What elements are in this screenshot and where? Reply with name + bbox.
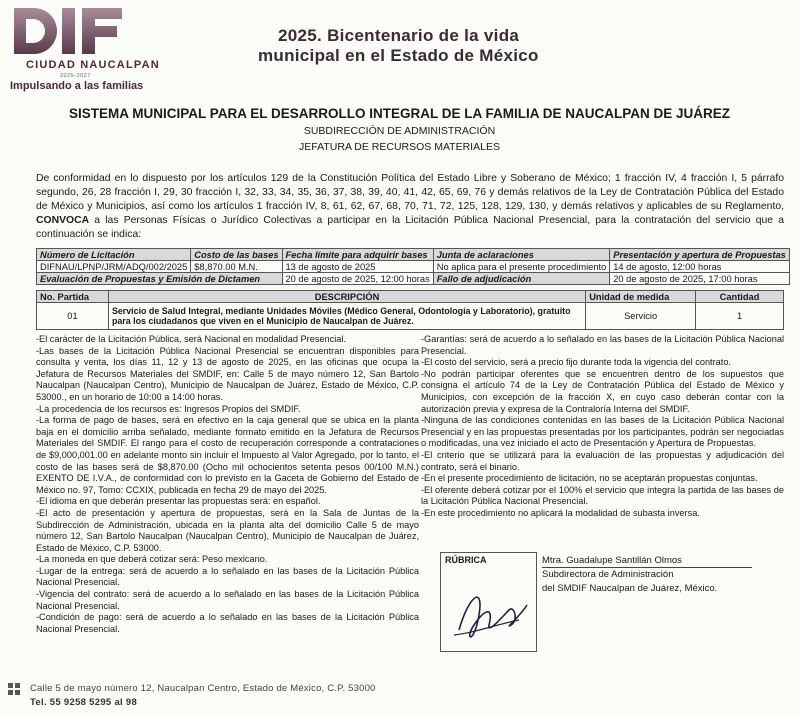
logo-years: 2025-2027	[60, 73, 91, 79]
value-numero-licitacion: DIFNAU/LPNP/JRM/ADQ/002/2025	[37, 261, 191, 273]
intro-text-1: De conformidad en lo dispuesto por los artículos 129 de la Constitución Política del Estado Libre y Soberano de México; 1 fracción IV, 4 fracción I, 5 párrafo segundo, 26, 28 fracción I, 29, 30 fracción I, 32, 33, 34, 35, 36, 37, 38, 39, 40, 41, 42, 65, 69, 76 y demás relativos de la Ley de Contratación Pública del Estado de México y Municipios, así como los artículos 1 fracción IV, 8, 61, 62, 67, 68, 70, 71, 72, 125, 128, 129, 130, y demás relativos y aplicables de su Reglamento,	[36, 173, 784, 212]
condition-item: -La moneda en que deberá cotizar será: Peso mexicano.	[36, 554, 268, 565]
condition-item: -El idioma en que deberán presentar las propuestas será: en español.	[36, 496, 321, 507]
row-cantidad: 1	[696, 303, 784, 330]
conditions-right-column	[421, 334, 784, 520]
header-costo-bases: Costo de las bases	[191, 249, 282, 261]
header-fallo: Fallo de adjudicación	[433, 273, 610, 285]
condition-item: -El acto de presentación y apertura de propuestas, será en la Sala de Juntas de la Subdirección de Administración, ubicada en la planta alta del domicilio Calle 5 de mayo número 12, San Bartolo Naucalpan (Naucalpan Centro), Municipio de Naucalpan de Juárez, Estado de México, C.P. 53000.	[36, 507, 419, 553]
bicentenario-line-2: municipal en el Estado de México	[258, 46, 539, 65]
subtitle-subdireccion: SUBDIRECCIÓN DE ADMINISTRACIÓN	[303, 125, 496, 137]
partidas-table	[36, 290, 784, 330]
condition-item: -El carácter de la Licitación Pública, será Nacional en modalidad Presencial.	[36, 334, 346, 344]
table-row	[37, 303, 784, 330]
conditions-left-column	[36, 334, 419, 635]
value-fecha-limite: 13 de agosto de 2025	[282, 261, 433, 273]
handwritten-signature	[449, 575, 529, 645]
condition-item: -El oferente deberá cotizar por el 100% el servicio que integra la partida de las bases de la Licitación Pública Nacional Presencial.	[421, 484, 784, 507]
condition-item: -Lugar de la entrega: será de acuerdo a lo señalado en las bases de la Licitación Pública Nacional Presencial.	[36, 565, 419, 588]
condition-item: -No podrán participar oferentes que se encuentren dentro de los supuestos que consigna el artículo 74 de la Ley de Contratación Pública del Estado de México y Municipios, con excepción de la fracción X, en cuyo caso deberán contar con la autorización previa y expresa de la Contraloría Interna del SMDIF.	[421, 368, 784, 414]
condition-item: -Condición de pago: será de acuerdo a lo señalado en las bases de la Licitación Pública Nacional Presencial.	[36, 612, 419, 634]
condition-item: -La procedencia de los recursos es: Ingresos Propios del SMDIF.	[36, 403, 301, 414]
header-cantidad: Cantidad	[696, 291, 784, 303]
header-partida: No. Partida	[37, 291, 109, 303]
row-unidad: Servicio	[586, 303, 696, 330]
row-descripcion: Servicio de Salud Integral, mediante Unidades Móviles (Médico General, Odontología y Laboratorio), gratuito para los ciudadanos que viven en el Municipio de Naucalpan de Juárez.	[108, 303, 585, 330]
location-icon	[8, 683, 20, 695]
logo-city: CIUDAD NAUCALPAN	[26, 59, 160, 71]
header-evaluacion: Evaluación de Propuestas y Emisión de Dictamen	[37, 273, 283, 285]
condition-item: -En este procedimiento no aplicará la modalidad de subasta inversa.	[421, 507, 700, 518]
header-unidad: Unidad de medida	[586, 291, 696, 303]
condition-item: -El criterio que se utilizará para la evaluación de las propuestas y adjudicación del contrato, será el binario.	[421, 449, 784, 472]
signature-box	[440, 552, 537, 652]
intro-convoca: CONVOCA	[36, 215, 90, 226]
value-costo-bases: $8,870.00 M.N.	[191, 261, 282, 273]
condition-item: -Ninguna de las condiciones contenidas en las bases de la Licitación Pública Nacional Presencial y en las propuestas presentadas por los participantes, podrán ser negociadas o modificadas, una vez iniciado el acto de Presentación y Apertura de Propuestas.	[421, 415, 784, 449]
footer-address: Calle 5 de mayo número 12, Naucalpan Centro, Estado de México, C.P. 53000	[30, 683, 376, 694]
dif-logo	[10, 4, 210, 96]
licitacion-info-table	[36, 248, 790, 285]
header-junta-aclaraciones: Junta de aclaraciones	[433, 249, 610, 261]
subtitle-jefatura: JEFATURA DE RECURSOS MATERIALES	[299, 141, 500, 153]
header-numero-licitacion: Número de Licitación	[37, 249, 191, 261]
condition-item: -Las bases de la Licitación Pública Nacional Presencial se encuentran disponibles para consulta y venta, los días 11, 12 y 13 de agosto de 2025, en las oficinas que ocupa la Jefatura de Recursos Materiales del SMDIF, en: Calle 5 de mayo número 12, San Bartolo Naucalpan (Naucalpan Centro), Municipio de Naucalpan de Juárez, Estado de México, C.P. 53000., en un horario de 10:00 a 14:00 horas.	[36, 345, 419, 402]
value-fallo: 20 de agosto de 2025, 17:00 horas	[610, 273, 790, 285]
rubrica-label: RÚBRICA	[445, 555, 487, 565]
condition-item: -Garantías: será de acuerdo a lo señalado en las bases de la Licitación Pública Nacional Presencial.	[421, 334, 784, 356]
logo-slogan: Impulsando a las familias	[10, 80, 144, 92]
header-fecha-limite: Fecha límite para adquirir bases	[282, 249, 433, 261]
condition-item: -La forma de pago de bases, será en efectivo en la caja general que se ubica en la planta baja en el domicilio arriba señalado, mediante formato emitido en la Jefatura de Recursos Materiales del SMDIF. El rango para el costo de recuperación corresponde a contrataciones de $9,000,001.00 en adelante monto sin incluir el Impuesto al Valor Agregado, por lo tanto, el costo de las bases será de $8,870.00 (Ocho mil ochocientos setenta pesos 00/100 M.N.) EXENTO DE I.V.A., de conformidad con lo previsto en la Gaceta de Gobierno del Estado de México no. 97, Tomo: CCXIX, publicada en fecha 29 de mayo del 2025.	[36, 415, 419, 495]
signatory-org: del SMDIF Naucalpan de Juárez, México.	[542, 583, 718, 594]
condition-item: -Vigencia del contrato: será de acuerdo a lo señalado en las bases de la Licitación Pública Nacional Presencial.	[36, 589, 419, 611]
intro-text-2: a las Personas Físicas o Jurídico Colectivas a participar en la Licitación Pública Nacional Presencial, para la contratación del servicio que a continuación se indica:	[36, 215, 784, 240]
signature-line	[542, 567, 752, 568]
dif-logo-mark	[10, 4, 130, 58]
header-presentacion-apertura: Presentación y apertura de Propuestas	[610, 249, 790, 261]
signatory-block	[542, 554, 717, 596]
value-evaluacion: 20 de agosto de 2025, 12:00 horas	[282, 273, 433, 285]
condition-item: -El costo del servicio, será a precio fijo durante toda la vigencia del contrato.	[421, 357, 731, 368]
condition-item: -En el presente procedimiento de licitación, no se aceptarán propuestas conjuntas.	[421, 473, 758, 484]
document-title: SISTEMA MUNICIPAL PARA EL DESARROLLO INTEGRAL DE LA FAMILIA DE NAUCALPAN DE JUÁREZ	[68, 106, 731, 121]
value-junta-aclaraciones: No aplica para el presente procedimiento	[433, 261, 610, 273]
intro-paragraph	[36, 172, 784, 242]
row-partida: 01	[37, 303, 109, 330]
bicentenario-line-1: 2025. Bicentenario de la vida	[278, 26, 520, 45]
footer-phone: Tel. 55 9258 5295 al 98	[30, 697, 138, 708]
header-descripcion: DESCRIPCIÓN	[108, 291, 585, 303]
value-presentacion-apertura: 14 de agosto, 12:00 horas	[610, 261, 790, 273]
signatory-name: Mtra. Guadalupe Santillán Olmos	[542, 555, 682, 566]
signatory-position: Subdirectora de Administración	[542, 569, 674, 580]
